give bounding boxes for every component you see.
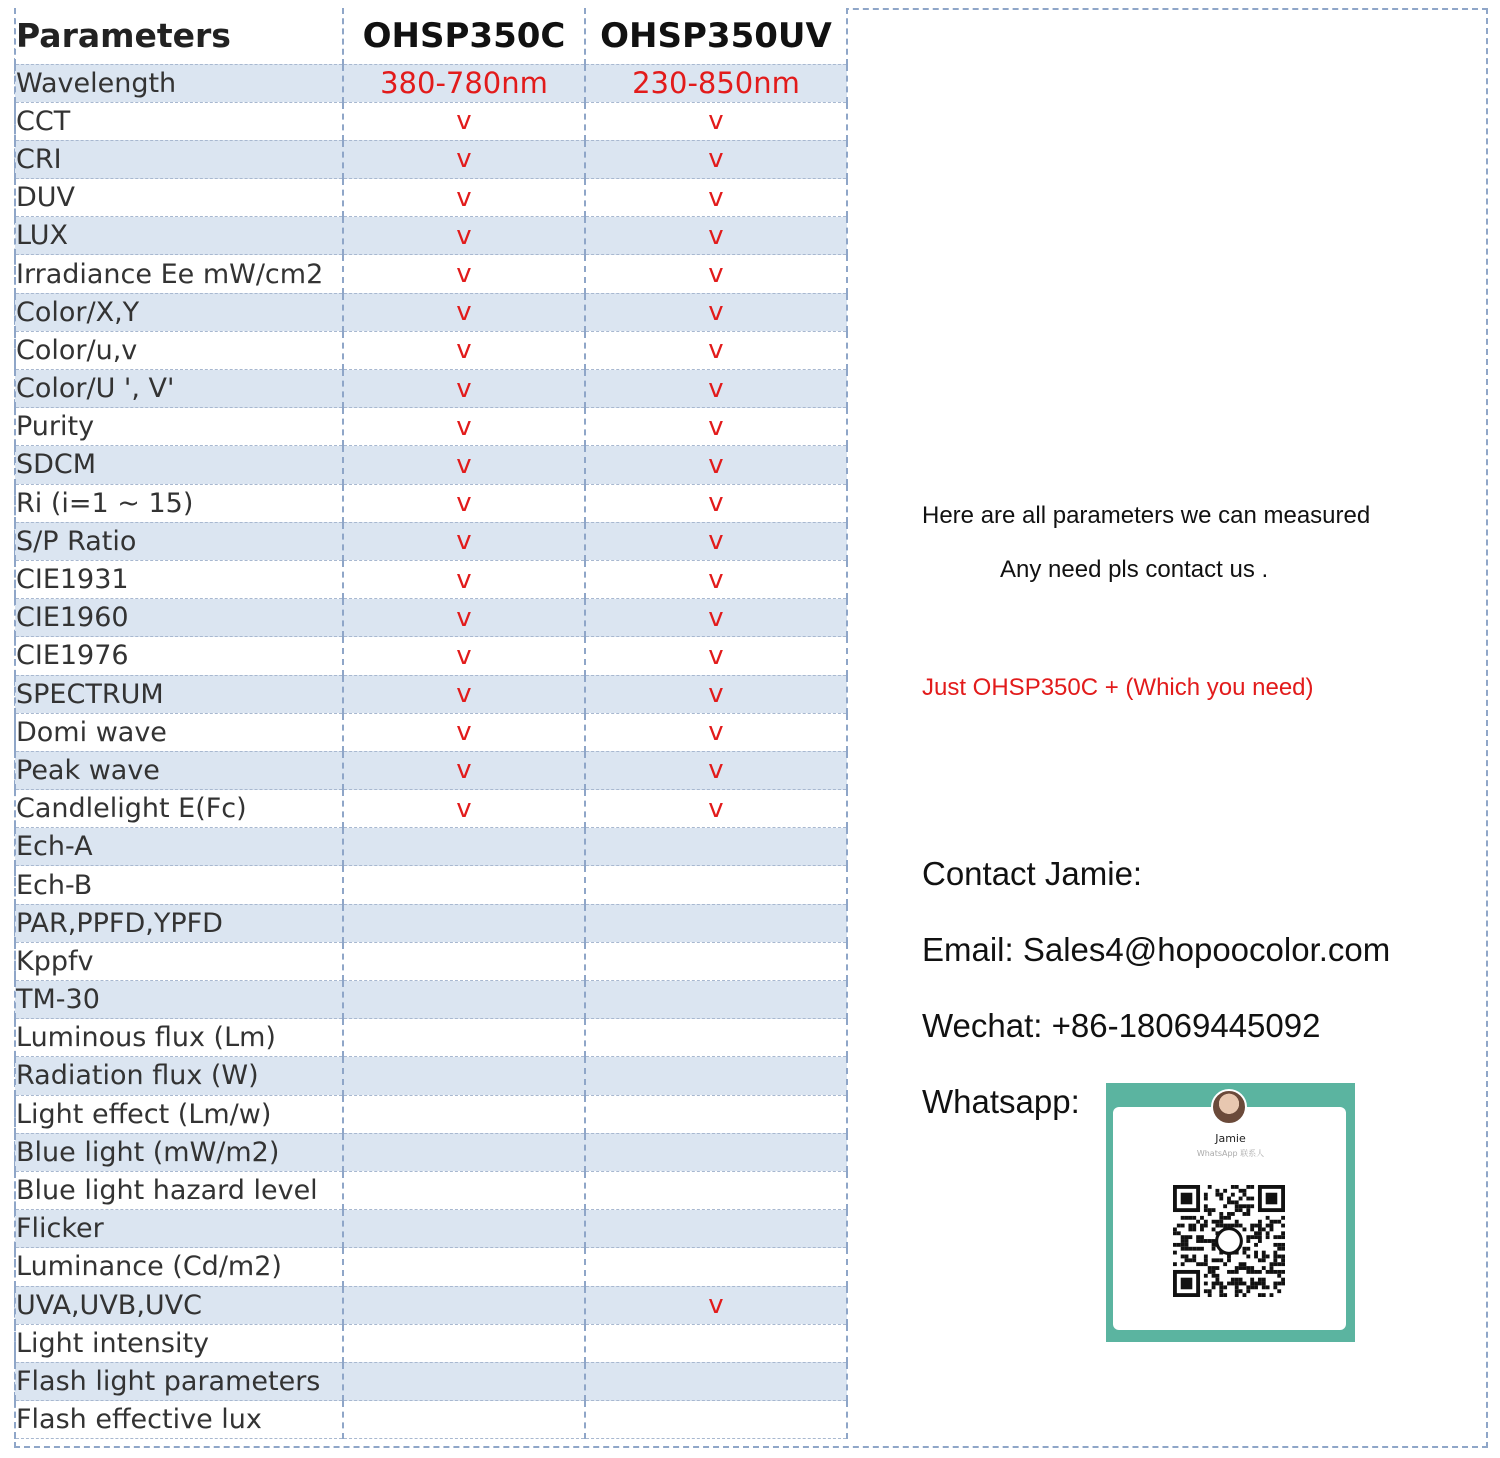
ohsp350c-mark xyxy=(343,1401,585,1439)
ohsp350uv-mark: v xyxy=(585,790,847,828)
ohsp350c-mark xyxy=(343,942,585,980)
ohsp350c-mark: v xyxy=(343,637,585,675)
ohsp350c-mark xyxy=(343,866,585,904)
ohsp350uv-mark: v xyxy=(585,484,847,522)
ohsp350c-mark xyxy=(343,1210,585,1248)
ohsp350c-mark: v xyxy=(343,675,585,713)
table-row xyxy=(15,140,847,178)
qr-contact-name: Jamie xyxy=(1215,1132,1246,1145)
table-row xyxy=(15,675,847,713)
parameter-name: Luminance (Cd/m2) xyxy=(15,1248,343,1286)
ohsp350uv-mark: v xyxy=(585,293,847,331)
table-row xyxy=(15,179,847,217)
parameter-name: Peak wave xyxy=(15,751,343,789)
parameter-name: CIE1931 xyxy=(15,560,343,598)
contact-wechat: Wechat: +86-18069445092 xyxy=(922,1007,1321,1044)
ohsp350c-mark xyxy=(343,828,585,866)
note-contact-us: Any need pls contact us . xyxy=(1000,556,1269,583)
ohsp350uv-mark xyxy=(585,1324,847,1362)
ohsp350uv-mark: v xyxy=(585,102,847,140)
parameter-name: Irradiance Ee mW/cm2 xyxy=(15,255,343,293)
ohsp350c-mark xyxy=(343,1324,585,1362)
ohsp350c-mark: v xyxy=(343,408,585,446)
table-row xyxy=(15,828,847,866)
parameter-name: Blue light (mW/m2) xyxy=(15,1133,343,1171)
ohsp350c-mark: v xyxy=(343,790,585,828)
parameter-name: DUV xyxy=(15,179,343,217)
ohsp350uv-mark xyxy=(585,1210,847,1248)
ohsp350uv-mark: v xyxy=(585,751,847,789)
ohsp350uv-mark: v xyxy=(585,560,847,598)
ohsp350c-mark xyxy=(343,1248,585,1286)
parameter-name: CIE1960 xyxy=(15,599,343,637)
ohsp350uv-mark: v xyxy=(585,1286,847,1324)
table-row xyxy=(15,1248,847,1286)
ohsp350c-mark xyxy=(343,1171,585,1209)
table-row xyxy=(15,1210,847,1248)
ohsp350uv-mark xyxy=(585,904,847,942)
ohsp350c-mark: v xyxy=(343,522,585,560)
wavelength-label: Wavelength xyxy=(15,64,343,102)
contact-title: Contact Jamie: xyxy=(922,855,1143,892)
table-row xyxy=(15,1019,847,1057)
table-row xyxy=(15,751,847,789)
parameter-name: Ech-A xyxy=(15,828,343,866)
ohsp350c-mark xyxy=(343,1057,585,1095)
table-row xyxy=(15,408,847,446)
parameter-name: UVA,UVB,UVC xyxy=(15,1286,343,1324)
parameter-name: Candlelight E(Fc) xyxy=(15,790,343,828)
ohsp350uv-mark: v xyxy=(585,599,847,637)
ohsp350uv-mark: v xyxy=(585,217,847,255)
ohsp350c-mark: v xyxy=(343,293,585,331)
ohsp350c-mark: v xyxy=(343,102,585,140)
table-row xyxy=(15,1286,847,1324)
ohsp350uv-mark: v xyxy=(585,713,847,751)
ohsp350uv-mark: v xyxy=(585,255,847,293)
ohsp350c-mark: v xyxy=(343,179,585,217)
ohsp350c-mark: v xyxy=(343,560,585,598)
ohsp350uv-mark: v xyxy=(585,637,847,675)
ohsp350c-mark: v xyxy=(343,446,585,484)
parameter-name: SPECTRUM xyxy=(15,675,343,713)
table-row xyxy=(15,599,847,637)
table-row xyxy=(15,942,847,980)
contact-whatsapp: Whatsapp: xyxy=(922,1083,1080,1120)
parameter-name: Light intensity xyxy=(15,1324,343,1362)
ohsp350uv-mark xyxy=(585,942,847,980)
ohsp350uv-mark: v xyxy=(585,522,847,560)
ohsp350uv-mark xyxy=(585,1019,847,1057)
ohsp350uv-mark xyxy=(585,828,847,866)
parameter-name: Flash light parameters xyxy=(15,1362,343,1400)
parameter-name: Domi wave xyxy=(15,713,343,751)
table-row xyxy=(15,217,847,255)
ohsp350c-mark xyxy=(343,1133,585,1171)
parameter-name: Flash effective lux xyxy=(15,1401,343,1439)
table-row xyxy=(15,560,847,598)
parameter-name: Ech-B xyxy=(15,866,343,904)
table-row xyxy=(15,713,847,751)
table-row xyxy=(15,102,847,140)
table-row xyxy=(15,637,847,675)
parameter-name: Light effect (Lm/w) xyxy=(15,1095,343,1133)
ohsp350uv-mark: v xyxy=(585,140,847,178)
ohsp350uv-mark xyxy=(585,1248,847,1286)
ohsp350uv-mark xyxy=(585,1362,847,1400)
table-row xyxy=(15,790,847,828)
parameter-name: Blue light hazard level xyxy=(15,1171,343,1209)
table-row xyxy=(15,331,847,369)
parameter-name: S/P Ratio xyxy=(15,522,343,560)
ohsp350c-mark xyxy=(343,904,585,942)
whatsapp-qr-code-icon xyxy=(1173,1185,1285,1297)
ohsp350uv-mark: v xyxy=(585,331,847,369)
ohsp350c-mark: v xyxy=(343,751,585,789)
ohsp350uv-mark: v xyxy=(585,179,847,217)
parameters-table xyxy=(14,8,848,1439)
header-parameters: Parameters xyxy=(15,8,343,64)
ohsp350uv-mark: v xyxy=(585,675,847,713)
ohsp350uv-mark: v xyxy=(585,408,847,446)
parameter-name: Ri (i=1 ~ 15) xyxy=(15,484,343,522)
ohsp350uv-mark xyxy=(585,1095,847,1133)
wavelength-ohsp350c: 380-780nm xyxy=(343,64,585,102)
qr-contact-subtitle: WhatsApp 联系人 xyxy=(1196,1149,1265,1158)
parameter-name: SDCM xyxy=(15,446,343,484)
header-ohsp350uv: OHSP350UV xyxy=(585,8,847,64)
ohsp350c-mark: v xyxy=(343,140,585,178)
table-row xyxy=(15,1401,847,1439)
contact-email: Email: Sales4@hopoocolor.com xyxy=(922,931,1391,968)
table-row xyxy=(15,981,847,1019)
ohsp350c-mark: v xyxy=(343,255,585,293)
note-all-parameters: Here are all parameters we can measured xyxy=(922,502,1371,529)
table-row xyxy=(15,484,847,522)
ohsp350c-mark: v xyxy=(343,331,585,369)
ohsp350c-mark xyxy=(343,1286,585,1324)
table-row xyxy=(15,255,847,293)
parameter-name: CIE1976 xyxy=(15,637,343,675)
ohsp350uv-mark xyxy=(585,1171,847,1209)
table-header-row xyxy=(15,8,847,64)
ohsp350c-mark: v xyxy=(343,713,585,751)
ohsp350uv-mark xyxy=(585,1401,847,1439)
table-row xyxy=(15,1362,847,1400)
ohsp350c-mark: v xyxy=(343,599,585,637)
parameter-name: CCT xyxy=(15,102,343,140)
ohsp350c-mark: v xyxy=(343,217,585,255)
parameter-name: LUX xyxy=(15,217,343,255)
table-row xyxy=(15,1095,847,1133)
parameter-name: Flicker xyxy=(15,1210,343,1248)
parameter-name: Kppfv xyxy=(15,942,343,980)
table-row xyxy=(15,904,847,942)
table-row xyxy=(15,1171,847,1209)
parameter-name: Radiation flux (W) xyxy=(15,1057,343,1095)
ohsp350uv-mark xyxy=(585,981,847,1019)
parameter-name: TM-30 xyxy=(15,981,343,1019)
parameter-name: CRI xyxy=(15,140,343,178)
parameter-name: Purity xyxy=(15,408,343,446)
parameter-name: Luminous flux (Lm) xyxy=(15,1019,343,1057)
table-row xyxy=(15,370,847,408)
avatar xyxy=(1211,1089,1247,1125)
parameter-name: Color/u,v xyxy=(15,331,343,369)
ohsp350uv-mark xyxy=(585,866,847,904)
ohsp350uv-mark: v xyxy=(585,446,847,484)
table-row xyxy=(15,1324,847,1362)
table-row xyxy=(15,446,847,484)
parameter-name: Color/U ', V' xyxy=(15,370,343,408)
wavelength-row xyxy=(15,64,847,102)
table-row xyxy=(15,1057,847,1095)
wavelength-ohsp350uv: 230-850nm xyxy=(585,64,847,102)
parameter-name: PAR,PPFD,YPFD xyxy=(15,904,343,942)
parameter-name: Color/X,Y xyxy=(15,293,343,331)
ohsp350uv-mark xyxy=(585,1133,847,1171)
table-row xyxy=(15,866,847,904)
ohsp350c-mark: v xyxy=(343,370,585,408)
ohsp350c-mark: v xyxy=(343,484,585,522)
header-ohsp350c: OHSP350C xyxy=(343,8,585,64)
ohsp350c-mark xyxy=(343,1095,585,1133)
table-row xyxy=(15,522,847,560)
ohsp350c-mark xyxy=(343,1019,585,1057)
table-row xyxy=(15,1133,847,1171)
ohsp350c-mark xyxy=(343,1362,585,1400)
table-row xyxy=(15,293,847,331)
ohsp350c-mark xyxy=(343,981,585,1019)
note-highlight: Just OHSP350C + (Which you need) xyxy=(922,674,1314,701)
ohsp350uv-mark xyxy=(585,1057,847,1095)
ohsp350uv-mark: v xyxy=(585,370,847,408)
